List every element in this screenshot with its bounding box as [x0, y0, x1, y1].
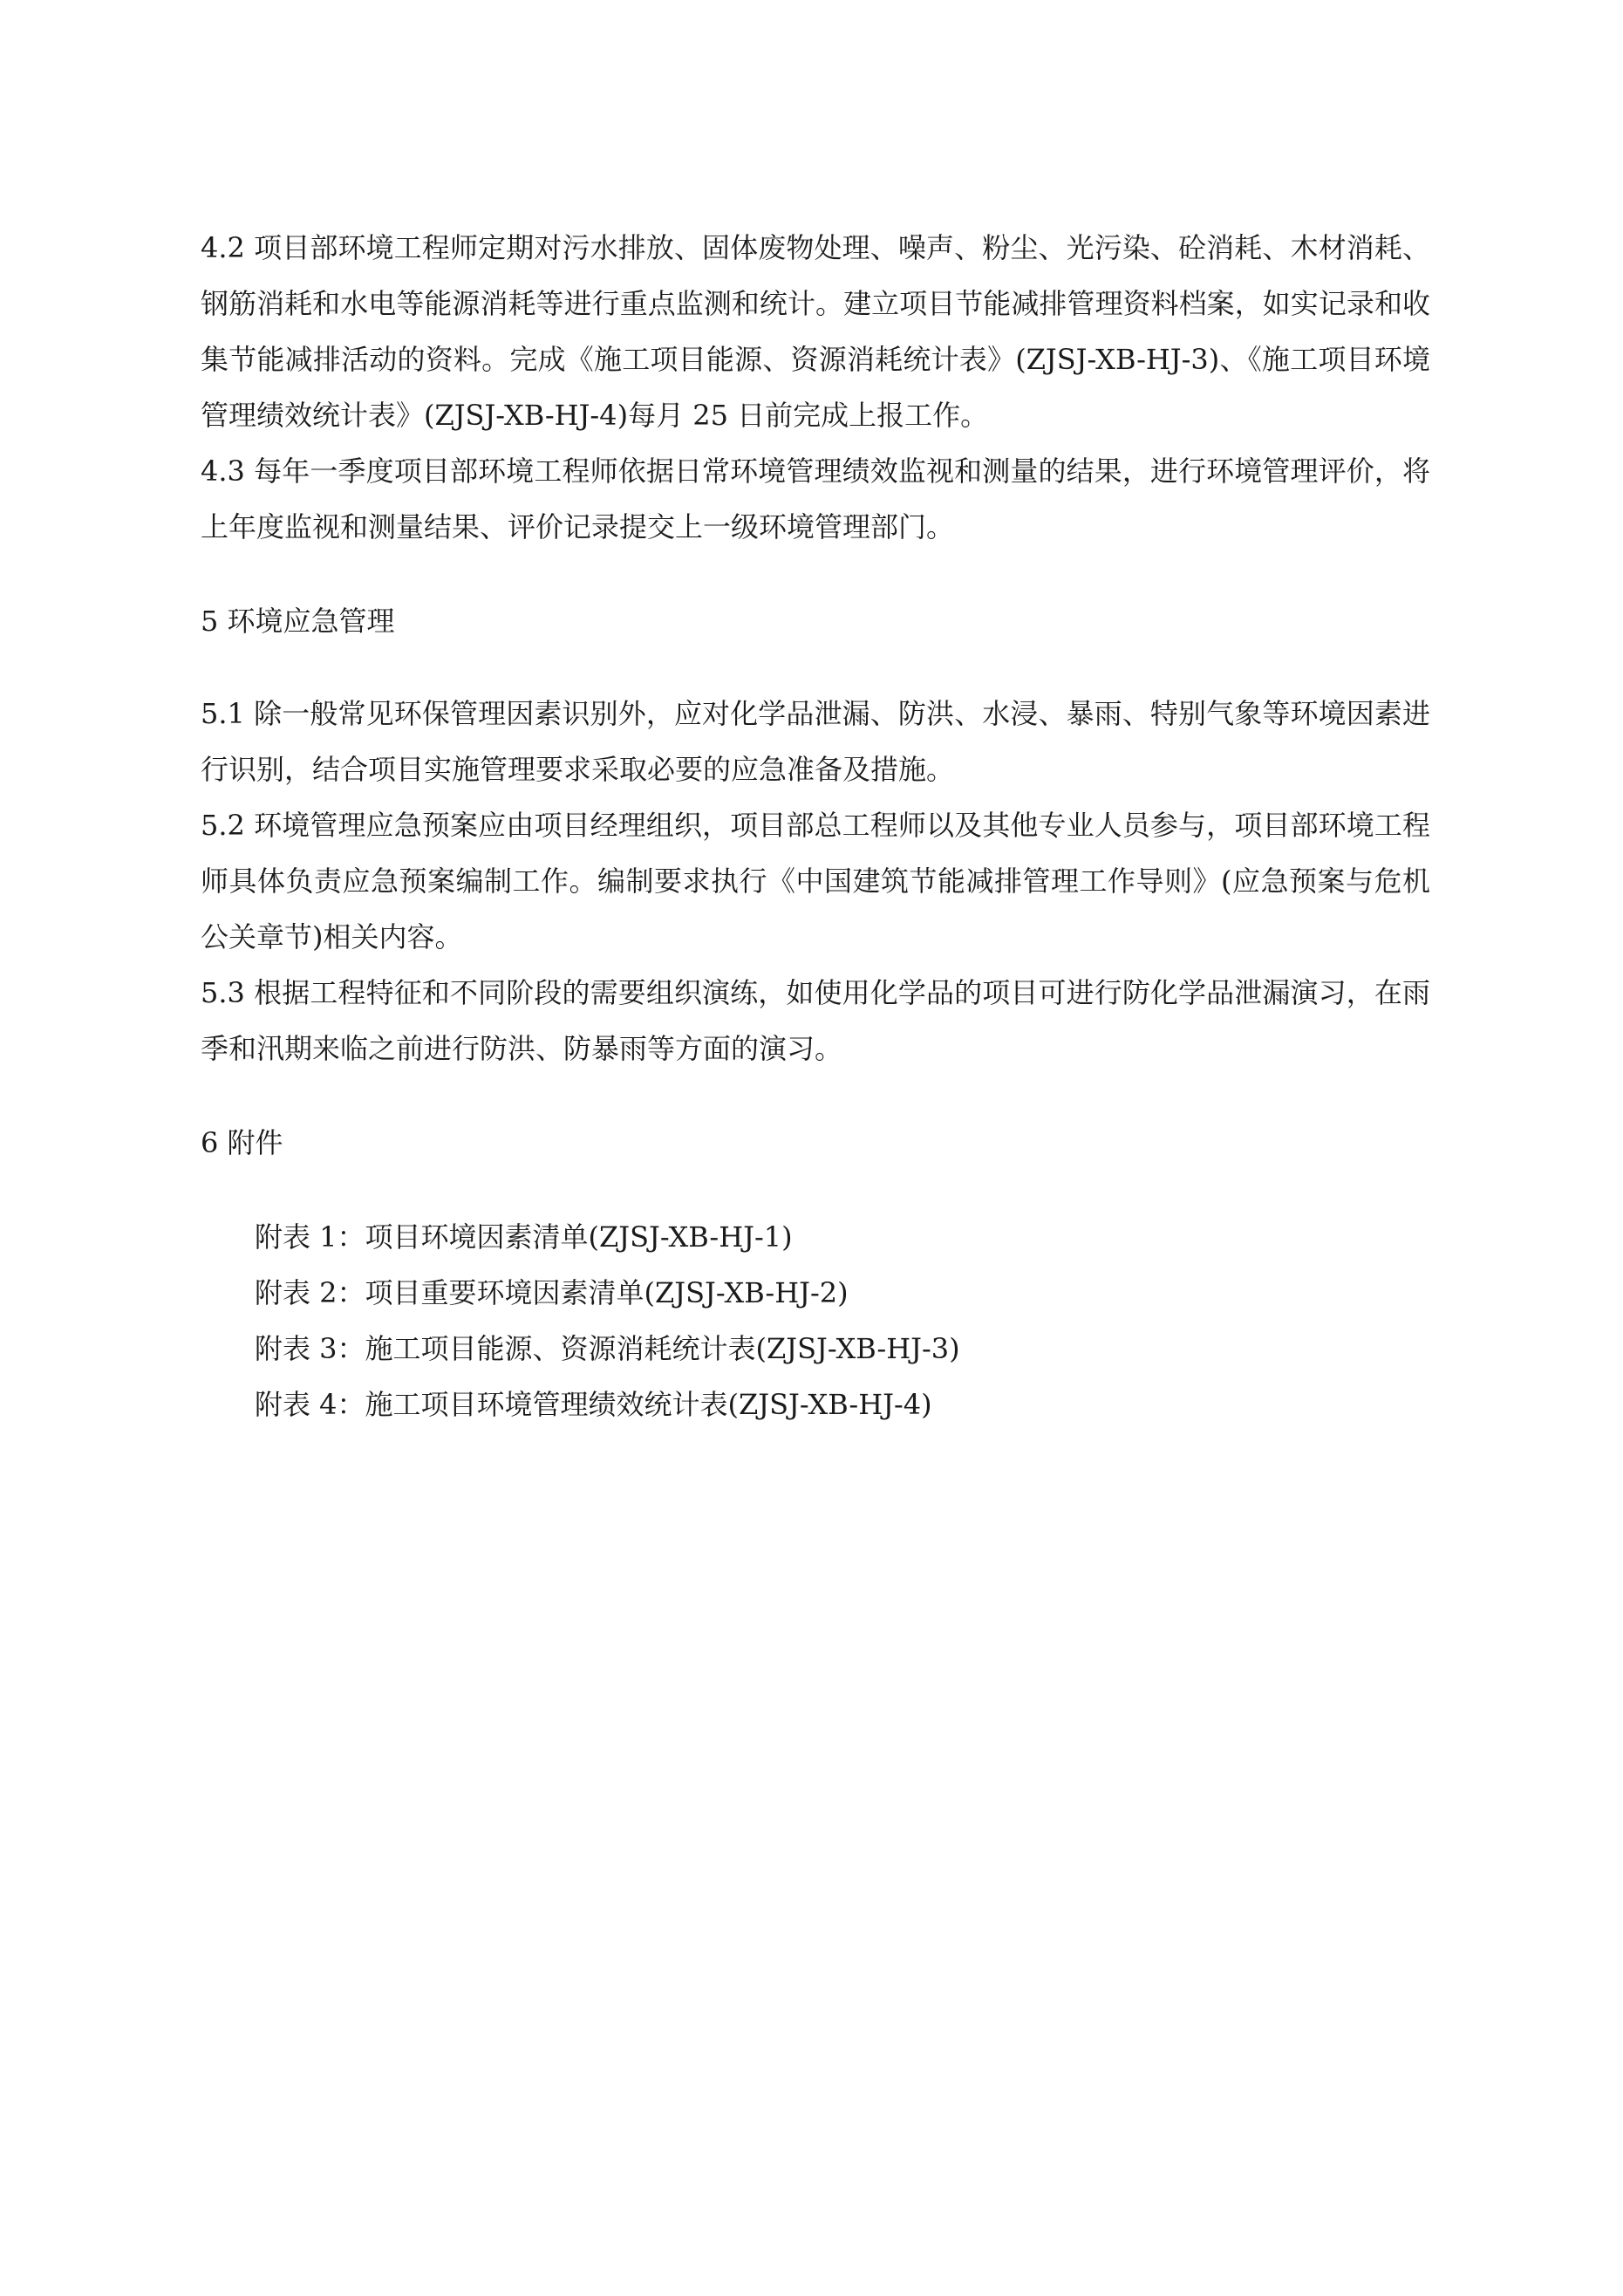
paragraph-5-3: 5.3 根据工程特征和不同阶段的需要组织演练，如使用化学品的项目可进行防化学品泄漏演习，在雨季和汛期来临之前进行防洪、防暴雨等方面的演习。 — [201, 976, 1430, 1065]
attachment-item-1: 附表 1：项目环境因素清单(ZJSJ-XB-HJ-1) — [255, 1220, 793, 1254]
paragraph-5-2: 5.2 环境管理应急预案应由项目经理组织，项目部总工程师以及其他专业人员参与，项目部环境工程师具体负责应急预案编制工作。编制要求执行《中国建筑节能减排管理工作导则》(应急预案与危机公关章节)相关内容。 — [201, 809, 1430, 953]
attachment-item-3: 附表 3：施工项目能源、资源消耗统计表(ZJSJ-XB-HJ-3) — [255, 1332, 960, 1365]
section-heading-6: 6 附件 — [201, 1126, 283, 1159]
attachment-item-2: 附表 2：项目重要环境因素清单(ZJSJ-XB-HJ-2) — [255, 1276, 849, 1309]
attachment-list — [201, 1209, 1430, 1432]
paragraph-4-3: 4.3 每年一季度项目部环境工程师依据日常环境管理绩效监视和测量的结果，进行环境管理评价，将上年度监视和测量结果、评价记录提交上一级环境管理部门。 — [201, 454, 1430, 543]
document-body — [201, 220, 1430, 1432]
paragraph-5-1: 5.1 除一般常见环保管理因素识别外，应对化学品泄漏、防洪、水浸、暴雨、特别气象等环境因素进行识别，结合项目实施管理要求采取必要的应急准备及措施。 — [201, 697, 1430, 786]
attachment-item-4: 附表 4：施工项目环境管理绩效统计表(ZJSJ-XB-HJ-4) — [255, 1388, 932, 1421]
paragraph-4-2: 4.2 项目部环境工程师定期对污水排放、固体废物处理、噪声、粉尘、光污染、砼消耗、木材消耗、钢筋消耗和水电等能源消耗等进行重点监测和统计。建立项目节能减排管理资料档案，如实记录和收集节能减排活动的资料。完成《施工项目能源、资源消耗统计表》(ZJSJ-XB-HJ-3)、《施工项目环境管理绩效统计表》(ZJSJ-XB-HJ-4)每月 25 日前完成上报工作。 — [201, 231, 1430, 432]
section-heading-5: 5 环境应急管理 — [201, 605, 395, 638]
